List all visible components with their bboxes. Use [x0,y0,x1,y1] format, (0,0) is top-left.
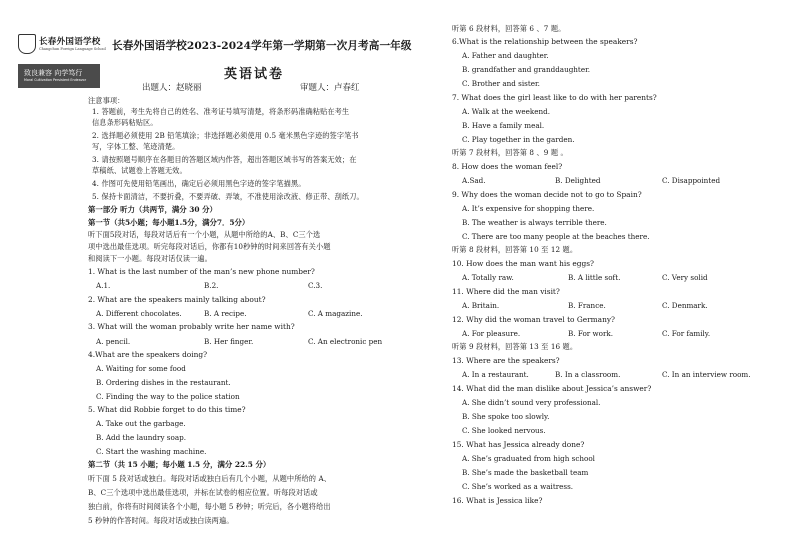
question-15: 15. What has Jessica already done? [452,440,585,449]
logo-school-name: 长春外国语学校 [39,36,101,47]
question-9: 9. Why does the woman decide not to go to Spain? [452,190,642,199]
q5-option-a: A. Take out the garbage. [96,419,186,428]
q14-option-c: C. She looked nervous. [462,426,546,435]
question-1: 1. What is the last number of the man’s new phone number? [88,267,315,276]
q9-option-b: B. The weather is always terrible there. [462,218,607,227]
question-3: 3. What will the woman probably write her name with? [88,322,295,331]
logo-motto-en: Moral Cultivation Persistent Endeavor [24,78,87,82]
note-line: 2. 选择题必须使用 2B 铅笔填涂；非选择题必须使用 0.5 毫米黑色字迹的签字笔书 [92,131,359,140]
logo-motto: 致良兼容 向学笃行 [24,69,83,77]
q2-option-c: C. A magazine. [308,309,363,318]
q10-option-c: C. Very solid [662,273,708,282]
q7-option-a: A. Walk at the weekend. [462,107,551,116]
note-line: 5. 保持卡面清洁，不要折叠，不要弄破、弄皱，不准使用涂改液、修正带、刮纸刀。 [92,192,364,201]
q6-option-b: B. grandfather and granddaughter. [462,65,591,74]
question-reviewer: 审题人：卢春红 [300,83,360,93]
question-2: 2. What are the speakers mainly talking about? [88,295,266,304]
question-16: 16. What is Jessica like? [452,496,543,505]
exam-title: 长春外国语学校2023-2024学年第一学期第一次月考高一年级 [112,40,412,52]
q11-option-c: C. Denmark. [662,301,708,310]
question-7: 7. What does the girl least like to do with her parents? [452,93,657,102]
question-13: 13. Where are the speakers? [452,356,560,365]
q4-option-a: A. Waiting for some food [96,364,186,373]
q13-option-b: B. In a classroom. [555,370,621,379]
question-11: 11. Where did the man visit? [452,287,560,296]
q2-option-b: B. A recipe. [204,309,247,318]
q14-option-a: A. She didn’t sound very professional. [462,398,601,407]
note-line: 3. 请按照题号顺序在各题目的答题区域内作答，超出答题区域书写的答案无效；在 [92,155,357,164]
material-7-heading: 听第 7 段材料，回答第 8 、9 题 。 [452,148,568,157]
part-one-heading: 第一部分 听力（共两节，满分 30 分） [88,205,217,214]
q8-option-c: C. Disappointed [662,176,721,185]
logo-school-name-en: Changchun Foreign Language School [39,46,106,51]
q10-option-a: A. Totally raw. [462,273,514,282]
section-two-instruction: B、C三个选项中选出最佳选项，并标在试卷的相应位置。听每段对话或 [88,488,318,497]
section-two-heading: 第二节（共 15 小题；每小题 1.5 分，满分 22.5 分） [88,460,271,469]
q2-option-a: A. Different chocolates. [96,309,182,318]
question-8: 8. How does the woman feel? [452,162,563,171]
q3-option-a: A. pencil. [96,337,131,346]
material-8-heading: 听第 8 段材料，回答第 10 至 12 题。 [452,245,578,254]
q11-option-b: B. France. [568,301,606,310]
material-9-heading: 听第 9 段材料，回答第 13 至 16 题。 [452,342,578,351]
q1-option-a: A.1. [96,281,111,290]
q12-option-c: C. For family. [662,329,711,338]
question-4: 4.What are the speakers doing? [88,350,208,359]
q7-option-c: C. Play together in the garden. [462,135,575,144]
question-5: 5. What did Robbie forget to do this time? [88,405,246,414]
q9-option-c: C. There are too many people at the beaches there. [462,232,650,241]
note-line: 信息条形码粘贴区。 [92,118,158,127]
section-one-instruction: 和阅读下一小题。每段对话仅读一遍。 [88,254,212,263]
material-6-heading: 听第 6 段材料，回答第 6 、7 题。 [452,24,566,33]
question-10: 10. How does the man want his eggs? [452,259,595,268]
q7-option-b: B. Have a family meal. [462,121,545,130]
q15-option-a: A. She’s graduated from high school [462,454,595,463]
note-line: 1. 答题前，考生先将自己的姓名、准考证号填写清楚，将条形码准确粘贴在考生 [92,107,350,116]
section-one-instruction: 项中选出最佳选项。听完每段对话后，你都有10秒钟的时间来回答有关小题 [88,242,331,251]
section-two-instruction: 听下面 5 段对话或独白。每段对话或独白后有几个小题，从题中所给的 A、 [88,474,332,483]
q15-option-c: C. She’s worked as a waitress. [462,482,574,491]
exam-subtitle: 英语试卷 [223,67,284,82]
question-6: 6.What is the relationship between the speakers? [452,37,638,46]
q1-option-b: B.2. [204,281,219,290]
q10-option-b: B. A little soft. [568,273,621,282]
q12-option-a: A. For pleasure. [462,329,521,338]
q6-option-c: C. Brother and sister. [462,79,540,88]
q8-option-b: B. Delighted [555,176,601,185]
q5-option-b: B. Add the laundry soap. [96,433,186,442]
question-14: 14. What did the man dislike about Jessica’s answer? [452,384,652,393]
q4-option-c: C. Finding the way to the police station [96,392,240,401]
section-two-instruction: 5 秒钟的作答时间。每段对话或独白读两遍。 [88,516,234,525]
q15-option-b: B. She’s made the basketball team [462,468,589,477]
q1-option-c: C.3. [308,281,323,290]
q3-option-c: C. An electronic pen [308,337,383,346]
note-line: 4. 作图可先使用铅笔画出，确定后必须用黑色字迹的签字笔描黑。 [92,179,306,188]
question-setter: 出题人：赵晓丽 [142,83,202,93]
q4-option-b: B. Ordering dishes in the restaurant. [96,378,231,387]
school-crest-icon [18,34,36,54]
q3-option-b: B. Her finger. [204,337,254,346]
section-two-instruction: 独白前，你将有时间阅读各个小题，每小题 5 秒钟；听完后，各小题将给出 [88,502,331,511]
notes-heading: 注意事项： [88,96,125,105]
q13-option-a: A. In a restaurant. [462,370,529,379]
q13-option-c: C. In an interview room. [662,370,751,379]
question-12: 12. Why did the woman travel to Germany? [452,315,615,324]
q6-option-a: A. Father and daughter. [462,51,549,60]
note-line: 写，字体工整、笔迹清楚。 [92,142,180,151]
q12-option-b: B. For work. [568,329,614,338]
q9-option-a: A. It’s expensive for shopping there. [462,204,595,213]
q11-option-a: A. Britain. [462,301,500,310]
q8-option-a: A.Sad. [462,176,486,185]
logo-header [18,30,106,58]
note-line: 草稿纸、试题卷上答题无效。 [92,166,187,175]
q14-option-b: B. She spoke too slowly. [462,412,550,421]
section-one-instruction: 听下面5段对话，每段对话后有一个小题，从题中所给的A、B、C三个选 [88,230,321,239]
section-one-heading: 第一节（共5小题；每小题1.5分，满分7．5分） [88,218,250,227]
q5-option-c: C. Start the washing machine. [96,447,207,456]
